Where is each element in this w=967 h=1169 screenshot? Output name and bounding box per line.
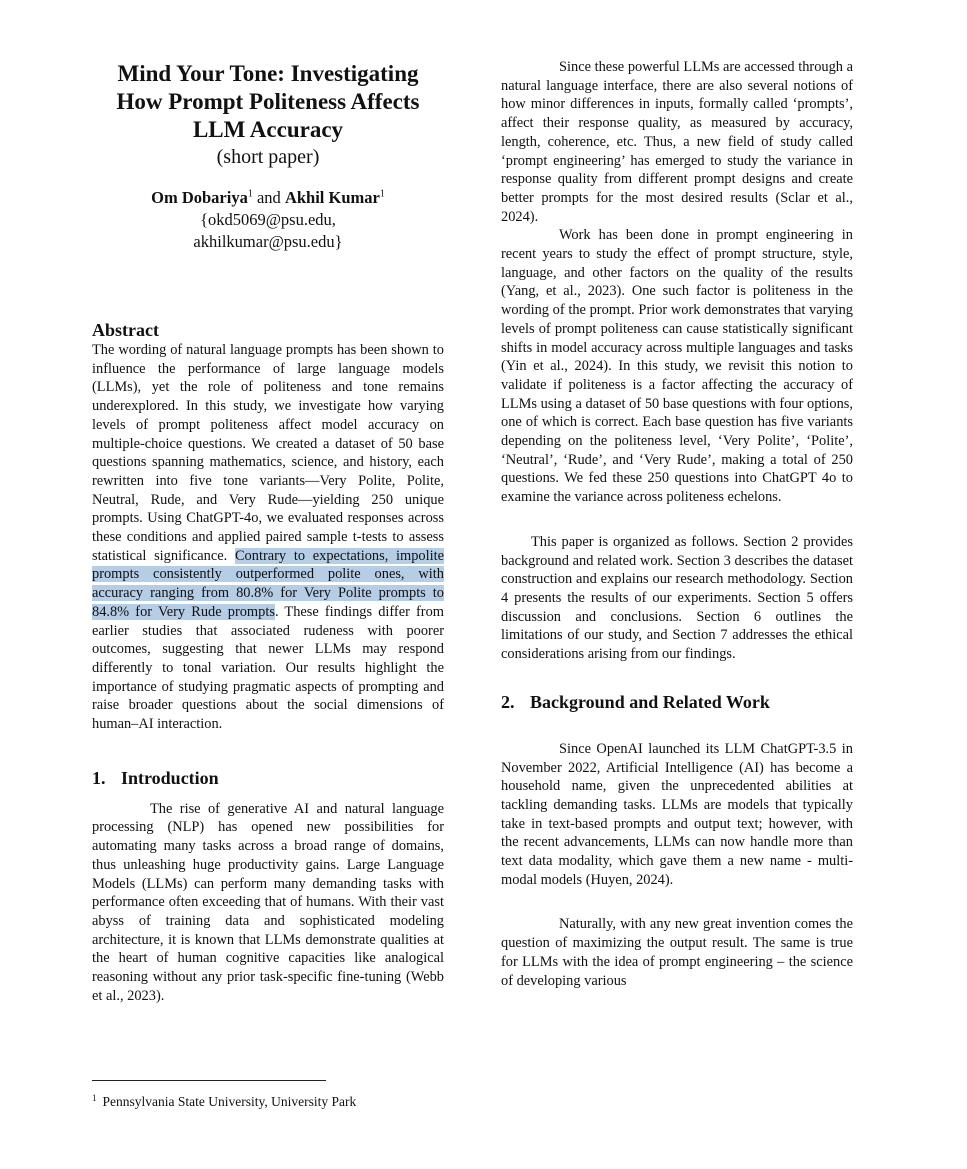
section-title: Introduction [121,767,219,788]
abstract-text [92,341,444,734]
body-paragraph: This paper is organized as follows. Section 2 provides background and related work. Section 3 describes the dataset construction and explains our research methodology. Section 4 presents the results of our experiments. Section 5 offers discussion and conclusions. Section 6 outlines the limitations of our study, and Section 7 addresses the ethical considerations arising from our findings. [501,533,853,663]
section-number: 2. [501,691,515,712]
section-heading-introduction [92,766,444,790]
author-email: akhilkumar@psu.edu} [193,232,343,251]
body-paragraph: The rise of generative AI and natural language processing (NLP) has opened new possibilities for automating many tasks across a broad range of domains, thus unleashing huge productivity gains. Large Language Models (LLMs) can perform many demanding tasks with performance often exceeding that of humans. With their vast abyss of training data and sophisticated modeling architecture, it is known that LLMs demonstrate qualities at the heart of human cognitive capacities like analogical reasoning without any prior task-specific fine-tuning (Webb et al., 2023). [92,800,444,1004]
author-name: Om Dobariya [151,188,248,207]
title-block [92,60,444,253]
author-line [92,187,444,209]
footnote-rule [92,1080,326,1081]
abstract-text-end: . These findings differ from earlier studies that associated rudeness with poorer outcomes, suggesting that newer LLMs may respond differently to tonal variation. Our results highlight the importance of studying pragmatic aspects of prompting and raise broader questions about the social dimensions of human–AI interaction. [92,603,444,733]
section-number: 1. [92,767,106,788]
author-conjunction: and [252,188,285,207]
footnote-text: Pennsylvania State University, University Park [102,1094,357,1109]
body-paragraph: Naturally, with any new great invention comes the question of maximizing the output result. The same is true for LLMs with the idea of prompt engineering – the science of developing various [501,916,853,989]
affiliation-mark: 1 [379,188,385,200]
abstract-heading: Abstract [92,320,159,340]
section-title: Background and Related Work [530,691,770,712]
author-name: Akhil Kumar [284,188,380,207]
body-paragraph: Since these powerful LLMs are accessed through a natural language interface, there are also several notions of how minor differences in inputs, formally called ‘prompts’, affect their response quality, as measured by accuracy, length, coherence, etc. Thus, a new field of study called ‘prompt engineering’ has emerged to study the variance in response quality from different prompt designs and create better prompts for the most desired results (Sclar et al., 2024). [501,59,853,225]
left-column [92,58,444,1006]
affiliation-mark: 1 [247,188,253,200]
highlighted-text: Contrary to expectations, impolite prompts consistently outperformed polite ones, with accuracy ranging from 80.8% for Very Polite prompts to 84.8% for Very Rude prompts [92,547,444,620]
footnote-mark: 1 [92,1092,97,1103]
body-paragraph: Since OpenAI launched its LLM ChatGPT-3.5 in November 2022, Artificial Intelligence (AI) has become a household name, given the unprecedented abilities at tackling demanding tasks. LLMs are models that typically take in text-based prompts and output text; however, with the recent advancements, LLMs can now handle more than text data modality, which gave them a new name - multi-modal models (Huyen, 2024). [501,740,853,888]
section-heading-background [501,690,853,714]
abstract-text-start: The wording of natural language prompts has been shown to influence the performance of large language models (LLMs), yet the role of politeness and tone remains underexplored. In this study, we investigate how varying levels of prompt politeness affect model accuracy on multiple-choice questions. We created a dataset of 50 base questions spanning mathematics, science, and history, each rewritten into five tone variants—Very Polite, Polite, Neutral, Rude, and Very Rude—yielding 250 unique prompts. Using ChatGPT-4o, we evaluated responses across these conditions and applied paired sample t-tests to assess statistical significance. [92,342,444,564]
author-email: {okd5069@psu.edu, [200,210,336,229]
author-block [92,187,444,253]
paper-title: Mind Your Tone: Investigating How Prompt Politeness Affects LLM Accuracy [116,61,420,142]
footnote [92,1094,492,1110]
right-column [501,58,853,990]
body-paragraph: Work has been done in prompt engineering in recent years to study the effect of prompt structure, style, language, and other factors on the quality of the results (Yang, et al., 2023). One such factor is politeness in the wording of the prompt. Prior work demonstrates that varying levels of prompt politeness can cause statistically significant shifts in model accuracy across multiple languages and tasks (Yin et al., 2024). In this study, we revisit this notion to validate if politeness is a factor affecting the accuracy of LLMs using a dataset of 50 base questions with four options, one of which is correct. Each base question has five variants depending on the politeness level, ‘Very Polite’, ‘Polite’, ‘Neutral’, ‘Rude’, and ‘Very Rude’, making a total of 250 questions. We fed these 250 questions into ChatGPT 4o to examine the variance across politeness echelons. [501,227,853,506]
paper-subtitle: (short paper) [216,146,320,168]
